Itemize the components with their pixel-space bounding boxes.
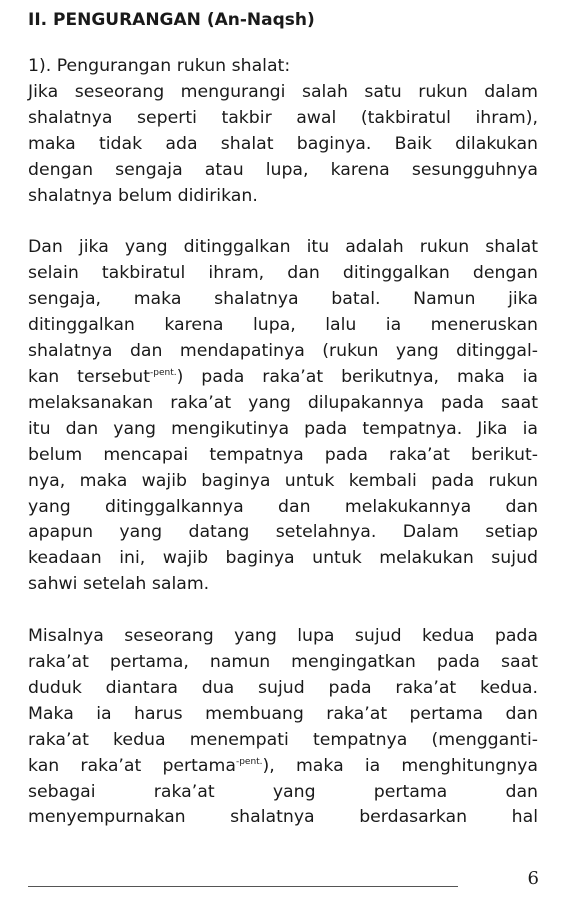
text-line: keadaan ini, wajib baginya untuk melakukan sujud	[28, 548, 538, 569]
text-line: apapun yang datang setelahnya. Dalam setiap	[28, 522, 538, 543]
text-fragment: kan raka’at pertama	[28, 755, 236, 776]
section-heading: II. PENGURANGAN (An-Naqsh)	[28, 10, 315, 30]
text-line: nya, maka wajib baginya untuk kembali pada rukun	[28, 470, 538, 491]
footer-divider	[28, 886, 458, 887]
text-fragment: kan tersebut	[28, 366, 151, 387]
text-line: raka’at pertama, namun mengingatkan pada saat	[28, 652, 538, 673]
translator-note: -pent.	[235, 756, 263, 767]
page-content	[28, 8, 538, 857]
text-line: Maka ia harus membuang raka’at pertama dan	[28, 703, 538, 724]
text-line: sahwi setelah salam.	[28, 574, 210, 595]
text-line: selain takbiratul ihram, dan ditinggalkan dengan	[28, 263, 538, 284]
text-line: sengaja, maka shalatnya batal. Namun jika	[28, 289, 538, 310]
text-line: shalatnya seperti takbir awal (takbiratul ihram),	[28, 107, 538, 128]
text-line: duduk diantara dua sujud pada raka’at kedua.	[28, 677, 538, 698]
text-line: dengan sengaja atau lupa, karena sesungguhnya	[28, 159, 538, 180]
translator-note: -pent.	[150, 367, 177, 378]
text-line: raka’at kedua menempati tempatnya (mengganti-	[28, 729, 538, 750]
text-line: menyempurnakan shalatnya berdasarkan hal	[28, 807, 538, 828]
text-fragment: ) pada raka’at berikutnya, maka ia	[176, 366, 538, 387]
text-line: yang ditinggalkannya dan melakukannya dan	[28, 496, 538, 517]
text-line: maka tidak ada shalat baginya. Baik dilakukan	[28, 133, 538, 154]
text-line: Jika seseorang mengurangi salah satu rukun dalam	[28, 81, 538, 102]
page-number: 6	[527, 868, 539, 889]
paragraph-3	[28, 624, 538, 831]
text-line: sebagai raka’at yang pertama dan	[28, 781, 538, 802]
paragraph-1	[28, 54, 538, 209]
text-line: Misalnya seseorang yang lupa sujud kedua pada	[28, 626, 538, 647]
text-line: itu dan yang mengikutinya pada tempatnya. Jika ia	[28, 418, 538, 439]
text-line: Dan jika yang ditinggalkan itu adalah rukun shalat	[28, 237, 538, 258]
text-line: melaksanakan raka’at yang dilupakannya pada saat	[28, 392, 538, 413]
text-line: belum mencapai tempatnya pada raka’at berikut-	[28, 444, 538, 465]
subheading: 1). Pengurangan rukun shalat:	[28, 56, 291, 76]
paragraph-2	[28, 235, 538, 598]
text-line: ditinggalkan karena lupa, lalu ia meneruskan	[28, 315, 538, 336]
text-line	[28, 365, 538, 391]
text-fragment: ), maka ia menghitungnya	[262, 755, 538, 776]
text-line: shalatnya dan mendapatinya (rukun yang ditinggal-	[28, 341, 538, 362]
text-line: shalatnya belum didirikan.	[28, 185, 258, 206]
text-line	[28, 754, 538, 780]
